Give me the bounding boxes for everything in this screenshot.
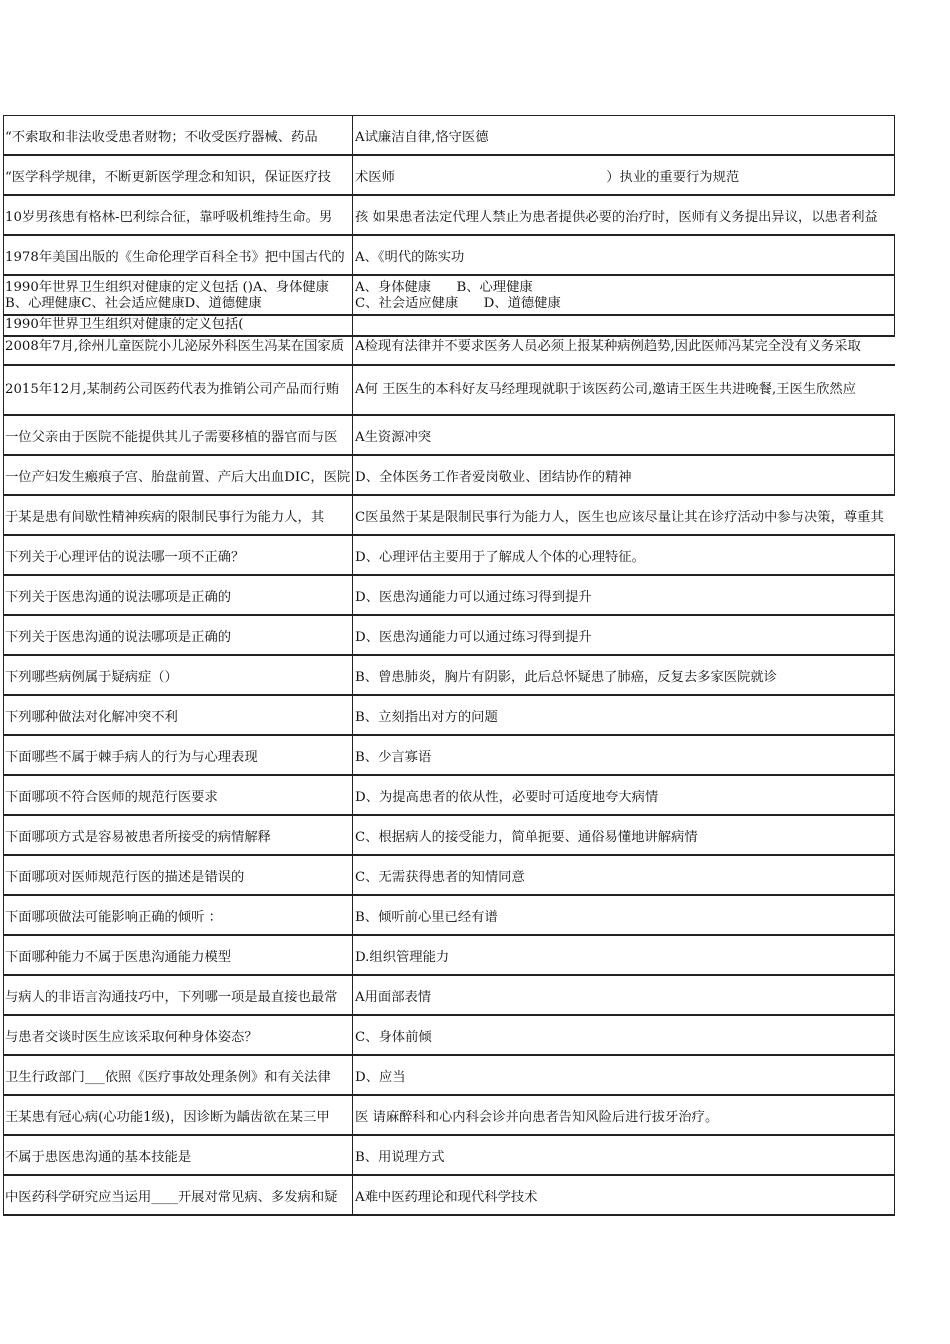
question-cell[interactable]: 2015年12月,某制药公司医药代表为推销公司产品而行贿 [5, 382, 340, 397]
question-cell[interactable]: 10岁男孩患有格林-巴利综合征，靠呼吸机维持生命。男 [5, 210, 333, 225]
question-cell[interactable]: 下面哪种能力不属于医患沟通能力模型 [5, 950, 232, 965]
answer-cell[interactable]: D、心理评估主要用于了解成人个体的心理特征。 [355, 550, 645, 565]
question-cell[interactable]: 王某患有冠心病(心功能1级)，因诊断为龋齿欲在某三甲 [5, 1110, 330, 1125]
table-row[interactable] [0, 615, 950, 655]
answer-cell[interactable]: C、无需获得患者的知情同意 [355, 870, 525, 885]
answer-cell[interactable]: 孩 如果患者法定代理人禁止为患者提供必要的治疗时，医师有义务提出异议，以患者利益 [355, 210, 878, 225]
answer-cell[interactable]: A生资源冲突 [355, 430, 432, 445]
table-row[interactable] [0, 1175, 950, 1215]
question-cell[interactable]: 下面哪些不属于棘手病人的行为与心理表现 [5, 750, 258, 765]
answer-cell[interactable]: C医虽然于某是限制民事行为能力人，医生也应该尽量让其在诊疗活动中参与决策，尊重其 [355, 510, 884, 525]
question-cell[interactable]: 下面哪项方式是容易被患者所接受的病情解释 [5, 830, 271, 845]
question-cell[interactable]: 卫生行政部门___依照《医疗事故处理条例》和有关法律 [5, 1070, 331, 1085]
answer-cell[interactable]: A、《明代的陈实功 [355, 250, 465, 265]
answer-cell[interactable]: D、医患沟通能力可以通过练习得到提升 [355, 590, 592, 605]
question-cell[interactable]: 中医药科学研究应当运用____开展对常见病、多发病和疑 [5, 1190, 338, 1205]
table-row[interactable] [0, 415, 950, 455]
table-row[interactable] [0, 935, 950, 975]
question-cell[interactable]: 一位父亲由于医院不能提供其儿子需要移植的器官而与医 [5, 430, 338, 445]
table-row[interactable] [0, 695, 950, 735]
table-row[interactable] [0, 195, 950, 235]
question-cell[interactable]: 不属于患医患沟通的基本技能是 [5, 1150, 192, 1165]
table-row[interactable] [0, 1015, 950, 1055]
answer-cell[interactable]: C、根据病人的接受能力，简单扼要、通俗易懂地讲解病情 [355, 830, 698, 845]
question-cell[interactable] [5, 275, 365, 320]
answer-cell[interactable]: 术医师 ）执业的重要行为规范 [355, 170, 740, 185]
answer-cell[interactable]: B、曾患肺炎，胸片有阴影，此后总怀疑患了肺癌，反复去多家医院就诊 [355, 670, 777, 685]
answer-cell[interactable] [355, 315, 935, 335]
question-cell[interactable]: 一位产妇发生瘢痕子宫、胎盘前置、产后大出血DIC，医院 [5, 470, 351, 485]
answer-cell[interactable]: D.组织管理能力 [355, 950, 450, 965]
table-row[interactable] [0, 335, 950, 365]
table-row[interactable] [0, 1135, 950, 1175]
answer-cell[interactable]: A难中医药理论和现代科学技术 [355, 1190, 538, 1205]
answer-cell[interactable]: B、倾听前心里已经有谱 [355, 910, 498, 925]
question-cell[interactable]: 下列关于医患沟通的说法哪项是正确的 [5, 630, 232, 645]
question-cell[interactable]: 下面哪项对医师规范行医的描述是错误的 [5, 870, 245, 885]
table-row[interactable] [0, 155, 950, 195]
answer-cell[interactable]: B、少言寡语 [355, 750, 432, 765]
question-cell[interactable]: 1978年美国出版的《生命伦理学百科全书》把中国古代的 [5, 250, 345, 265]
answer-line: C、社会适应健康 D、道德健康 [355, 296, 561, 311]
answer-cell[interactable]: A检现有法律并不要求医务人员必须上报某种病例趋势,因此医师冯某完全没有义务采取 [355, 339, 861, 354]
question-cell[interactable]: “医学科学规律，不断更新医学理念和知识，保证医疗技 [5, 170, 331, 185]
table-row[interactable] [0, 455, 950, 495]
answer-cell[interactable]: D、应当 [355, 1070, 406, 1085]
table-row[interactable] [0, 1055, 950, 1095]
question-line: 1990年世界卫生组织对健康的定义包括 ()A、身体健康 [5, 280, 329, 295]
question-cell[interactable]: 与病人的非语言沟通技巧中，下列哪一项是最直接也最常 [5, 990, 338, 1005]
answer-cell[interactable]: 医 请麻醉科和心内科会诊并向患者告知风险后进行拔牙治疗。 [355, 1110, 719, 1125]
table-row[interactable] [0, 1095, 950, 1135]
answer-cell[interactable]: B、用说理方式 [355, 1150, 445, 1165]
answer-cell[interactable]: D、全体医务工作者爱岗敬业、团结协作的精神 [355, 470, 632, 485]
question-cell[interactable]: 于某是患有间歇性精神疾病的限制民事行为能力人，其 [5, 510, 325, 525]
question-cell[interactable]: 1990年世界卫生组织对健康的定义包括( [5, 317, 244, 332]
table-row[interactable] [0, 275, 950, 315]
table-row[interactable] [0, 775, 950, 815]
answer-cell[interactable]: A何 王医生的本科好友马经理现就职于该医药公司,邀请王医生共进晚餐,王医生欣然应 [355, 382, 856, 397]
answer-cell[interactable] [355, 275, 935, 320]
table-row[interactable] [0, 655, 950, 695]
table-row[interactable] [0, 575, 950, 615]
answer-line: A、身体健康 B、心理健康 [355, 280, 533, 295]
table-row[interactable] [0, 815, 950, 855]
table-row[interactable] [0, 895, 950, 935]
spreadsheet-table [0, 115, 950, 1215]
table-row[interactable] [0, 975, 950, 1015]
question-line: B、心理健康C、社会适应健康D、道德健康 [5, 296, 262, 311]
answer-cell[interactable]: A试廉洁自律,恪守医德 [355, 130, 489, 145]
table-row[interactable] [0, 365, 950, 415]
table-row[interactable] [0, 315, 950, 335]
answer-cell[interactable]: C、身体前倾 [355, 1030, 432, 1045]
question-cell[interactable]: 下面哪项做法可能影响正确的倾听 ： [5, 910, 222, 925]
answer-cell[interactable]: D、医患沟通能力可以通过练习得到提升 [355, 630, 592, 645]
table-row[interactable] [0, 235, 950, 275]
question-cell[interactable]: “不索取和非法收受患者财物；不收受医疗器械、药品 [5, 130, 318, 145]
question-cell[interactable]: 下列哪种做法对化解冲突不利 [5, 710, 178, 725]
table-row[interactable] [0, 855, 950, 895]
question-cell[interactable]: 下列关于医患沟通的说法哪项是正确的 [5, 590, 232, 605]
answer-cell[interactable]: A用面部表情 [355, 990, 432, 1005]
question-cell[interactable]: 2008年7月,徐州儿童医院小儿泌尿外科医生冯某在国家质 [5, 339, 345, 354]
question-cell[interactable]: 下列关于心理评估的说法哪一项不正确？ [5, 550, 245, 565]
table-row[interactable] [0, 535, 950, 575]
table-row[interactable] [0, 735, 950, 775]
table-row[interactable] [0, 495, 950, 535]
question-cell[interactable]: 下列哪些病例属于疑病症（） [5, 670, 178, 685]
question-cell[interactable]: 下面哪项不符合医师的规范行医要求 [5, 790, 218, 805]
question-cell[interactable]: 与患者交谈时医生应该采取何种身体姿态？ [5, 1030, 258, 1045]
answer-cell[interactable]: B、立刻指出对方的问题 [355, 710, 498, 725]
answer-cell[interactable]: D、为提高患者的依从性，必要时可适度地夸大病情 [355, 790, 659, 805]
table-row[interactable] [0, 115, 950, 155]
